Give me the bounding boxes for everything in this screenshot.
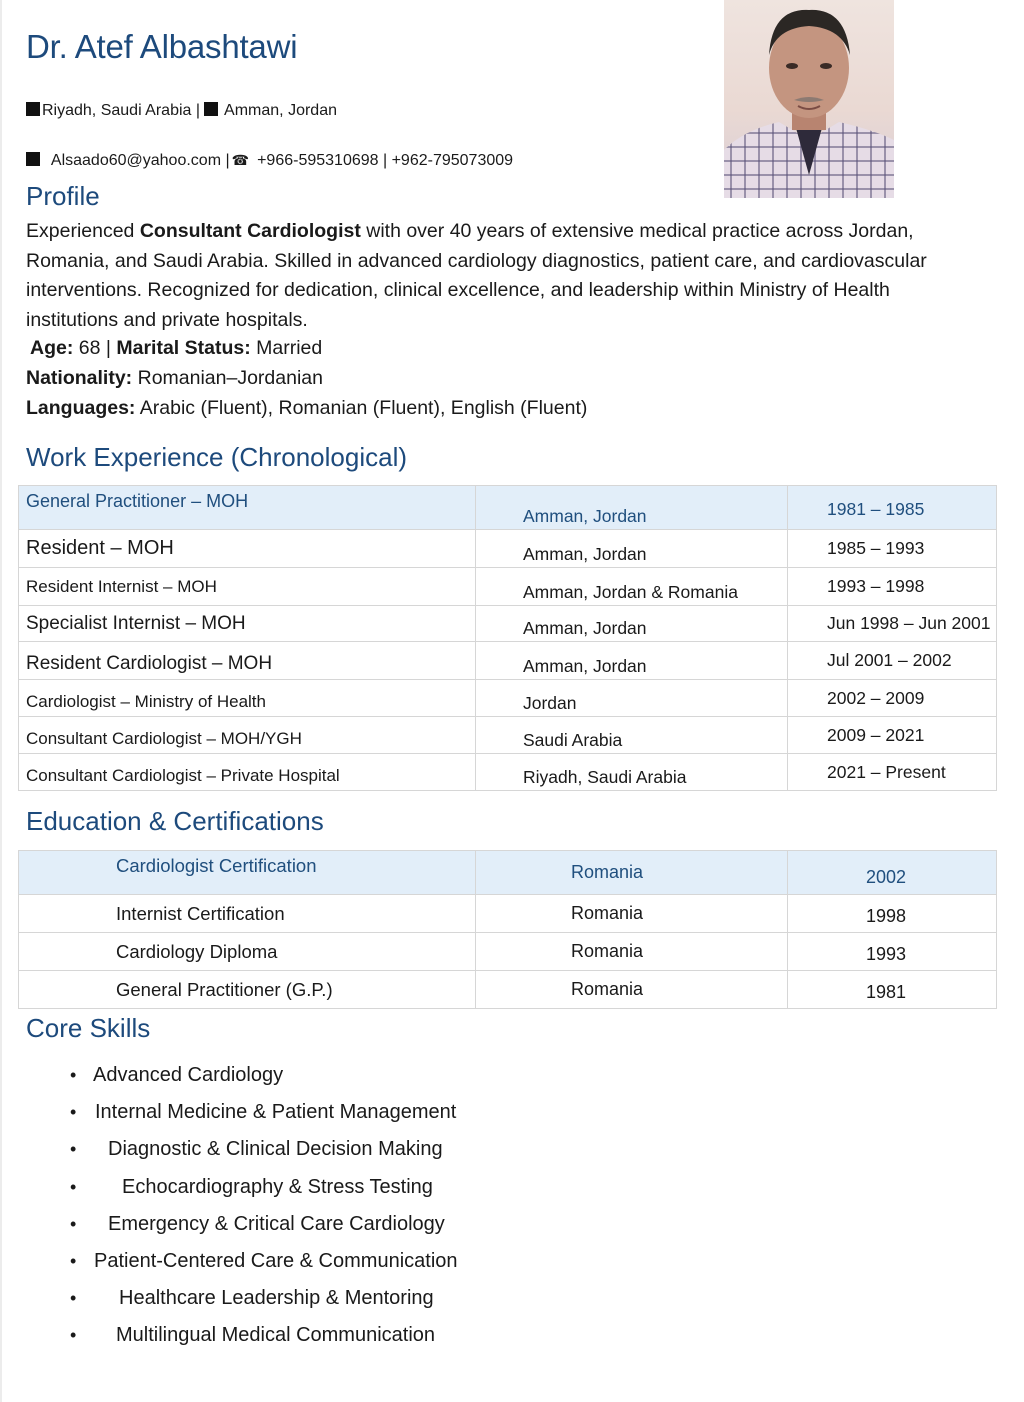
work-location: Amman, Jordan <box>476 486 788 530</box>
skill-label: Multilingual Medical Communication <box>116 1324 436 1347</box>
education-year: 1998 <box>788 895 997 933</box>
work-dates: 2002 – 2009 <box>788 680 997 717</box>
work-title: Consultant Cardiologist – MOH/YGH <box>19 717 476 754</box>
education-year: 2002 <box>788 851 997 895</box>
phone-jordan[interactable]: +962-795073009 <box>391 152 514 169</box>
languages-value: Arabic (Fluent), Romanian (Fluent), English (Fluent) <box>135 397 588 419</box>
work-row <box>19 486 997 530</box>
skills-heading: Core Skills <box>26 1013 151 1043</box>
nationality-line <box>26 367 323 390</box>
work-row <box>19 568 997 606</box>
work-location: Jordan <box>476 680 788 717</box>
bullet-icon: • <box>70 1065 77 1085</box>
skill-item <box>70 1318 458 1355</box>
bullet-icon: • <box>70 1288 77 1309</box>
skill-label: Advanced Cardiology <box>93 1064 284 1086</box>
education-table <box>18 850 997 1009</box>
work-dates: 1981 – 1985 <box>788 486 997 530</box>
summary-body: with over 40 years of extensive medical practice across Jordan, Romania, and Saudi Arabia. Skilled in advanced cardiology diagnostics, patient care, and cardiovascular interventions. Recognized for dedication, clinical excellence, and leadership within Ministry of Health institutions and private hospitals. <box>26 220 927 331</box>
skill-label: Echocardiography & Stress Testing <box>122 1175 433 1198</box>
languages-label: Languages: <box>26 397 136 419</box>
education-location: Romania <box>476 851 788 895</box>
location-riyadh: Riyadh, Saudi Arabia <box>42 102 192 119</box>
skill-item <box>70 1058 458 1095</box>
portrait-illustration <box>724 0 894 198</box>
skills-list <box>70 1058 458 1356</box>
education-row <box>19 933 997 971</box>
skill-label: Patient-Centered Care & Communication <box>94 1249 458 1272</box>
age-marital-line <box>30 337 322 360</box>
location-line <box>26 102 337 120</box>
location-separator: | <box>191 102 205 119</box>
education-heading: Education & Certifications <box>26 806 324 836</box>
summary-prefix: Experienced <box>26 220 140 242</box>
contact-line <box>26 152 513 170</box>
work-title: Resident – MOH <box>19 530 476 568</box>
work-location: Saudi Arabia <box>476 717 788 754</box>
candidate-name: Dr. Atef Albashtawi <box>26 28 298 65</box>
skill-item <box>70 1244 458 1281</box>
work-dates: 2009 – 2021 <box>788 717 997 754</box>
marital-value: Married <box>250 337 323 359</box>
bullet-icon: • <box>70 1139 77 1160</box>
skill-label: Emergency & Critical Care Cardiology <box>108 1212 445 1235</box>
work-title: General Practitioner – MOH <box>19 486 476 530</box>
location-square-icon <box>204 102 218 116</box>
age-label: Age: <box>30 337 74 359</box>
languages-line <box>26 397 587 420</box>
work-title: Consultant Cardiologist – Private Hospital <box>19 754 476 791</box>
location-square-icon <box>26 102 40 116</box>
skill-label: Diagnostic & Clinical Decision Making <box>108 1138 443 1161</box>
skill-label: Healthcare Leadership & Mentoring <box>119 1287 434 1310</box>
bullet-icon: • <box>70 1213 77 1234</box>
education-year: 1981 <box>788 971 997 1009</box>
email-link[interactable]: Alsaado60@yahoo.com <box>50 152 222 169</box>
work-row <box>19 606 997 642</box>
work-row <box>19 530 997 568</box>
work-dates: Jul 2001 – 2002 <box>788 642 997 680</box>
profile-heading: Profile <box>26 181 100 211</box>
work-title: Cardiologist – Ministry of Health <box>19 680 476 717</box>
work-title: Resident Internist – MOH <box>19 568 476 606</box>
work-location: Amman, Jordan <box>476 530 788 568</box>
bullet-icon: • <box>70 1325 77 1346</box>
work-title: Resident Cardiologist – MOH <box>19 642 476 680</box>
work-location: Riyadh, Saudi Arabia <box>476 754 788 791</box>
skill-item <box>70 1170 458 1207</box>
work-row <box>19 642 997 680</box>
skill-label: Internal Medicine & Patient Management <box>95 1101 457 1124</box>
work-dates: 1985 – 1993 <box>788 530 997 568</box>
bullet-icon: • <box>70 1176 77 1197</box>
work-location: Amman, Jordan <box>476 606 788 642</box>
profile-summary <box>26 217 946 335</box>
phone-saudi[interactable]: +966-595310698 <box>257 152 379 169</box>
bullet-icon: • <box>70 1102 77 1123</box>
contact-separator: | <box>221 152 230 169</box>
marital-label: Marital Status: <box>116 337 251 359</box>
work-title: Specialist Internist – MOH <box>19 606 476 642</box>
education-title: Internist Certification <box>19 895 476 933</box>
education-title: Cardiologist Certification <box>19 851 476 895</box>
work-location: Amman, Jordan & Romania <box>476 568 788 606</box>
skill-item <box>70 1095 458 1132</box>
skill-item <box>70 1207 458 1244</box>
education-year: 1993 <box>788 933 997 971</box>
education-row <box>19 971 997 1009</box>
education-location: Romania <box>476 971 788 1009</box>
education-location: Romania <box>476 933 788 971</box>
phone-separator: | <box>378 152 392 169</box>
work-dates: 1993 – 1998 <box>788 568 997 606</box>
bullet-icon: • <box>70 1250 77 1271</box>
page-edge <box>0 0 2 1402</box>
summary-title: Consultant Cardiologist <box>139 220 361 242</box>
work-dates: Jun 1998 – Jun 2001 <box>788 606 997 642</box>
nationality-value: Romanian–Jordanian <box>132 367 323 389</box>
education-location: Romania <box>476 895 788 933</box>
education-row <box>19 851 997 895</box>
phone-icon: ☎ <box>231 152 250 168</box>
email-square-icon <box>26 152 40 166</box>
work-heading: Work Experience (Chronological) <box>26 442 408 472</box>
education-title: General Practitioner (G.P.) <box>19 971 476 1009</box>
education-row <box>19 895 997 933</box>
location-amman: Amman, Jordan <box>224 102 337 119</box>
work-experience-table <box>18 485 997 791</box>
nationality-label: Nationality: <box>26 367 133 389</box>
skill-item <box>70 1281 458 1318</box>
age-value: 68 | <box>73 337 117 359</box>
work-row <box>19 754 997 791</box>
profile-photo <box>724 0 894 198</box>
education-title: Cardiology Diploma <box>19 933 476 971</box>
work-row <box>19 717 997 754</box>
work-location: Amman, Jordan <box>476 642 788 680</box>
skill-item <box>70 1132 458 1169</box>
work-row <box>19 680 997 717</box>
work-dates: 2021 – Present <box>788 754 997 791</box>
